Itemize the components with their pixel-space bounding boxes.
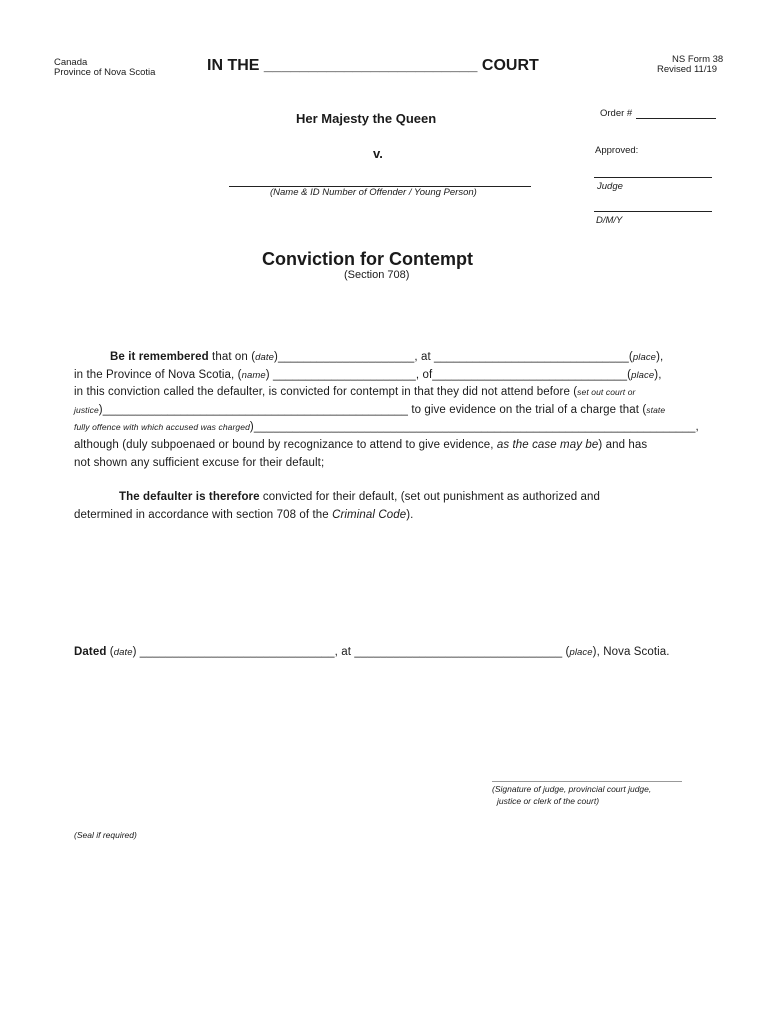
body-line-7: not shown any sufficient excuse for their default; — [74, 457, 325, 469]
body-line-2 — [74, 369, 662, 381]
date-hint: date — [113, 647, 133, 658]
place-hint: place — [631, 370, 655, 381]
court-line: IN THE ________________________ COURT — [207, 57, 539, 74]
body-text: ). — [406, 509, 414, 521]
body-line-5 — [74, 421, 699, 433]
body-text: convicted for their default, (set out punishment as authorized and — [259, 491, 601, 503]
body-text: )_______________________________________________ to give evidence on the trial of a charge that ( — [98, 404, 647, 416]
body-text: ) ______________________, of______________________________( — [265, 369, 632, 381]
order-number-line[interactable] — [636, 118, 716, 119]
judge-signature-line[interactable] — [594, 177, 712, 178]
date-hint: date — [255, 352, 275, 363]
approval-date-label: D/M/Y — [596, 215, 623, 226]
body-line-1 — [110, 351, 663, 363]
place-hint: place — [632, 352, 657, 363]
body-text: )____________________________________________________________________, — [249, 421, 699, 433]
court-hint: set out court or — [577, 387, 636, 397]
order-label: Order # — [600, 108, 633, 119]
versus-label: v. — [373, 146, 383, 161]
criminal-code: Criminal Code — [332, 509, 407, 521]
body-line-4 — [74, 404, 665, 416]
document-title: Conviction for Contempt — [262, 249, 473, 269]
body-text: in the Province of Nova Scotia, ( — [74, 369, 242, 381]
defaulter-therefore: The defaulter is therefore — [119, 491, 260, 503]
body-text: determined in accordance with section 708 of the — [74, 509, 333, 521]
state-hint: state — [646, 405, 666, 415]
body-line-3 — [74, 386, 635, 398]
signature-caption-1: (Signature of judge, provincial court judge, — [492, 784, 652, 794]
body-text: ) and has — [598, 439, 648, 451]
jurisdiction-province: Province of Nova Scotia — [54, 67, 156, 78]
form-number: NS Form 38 — [672, 54, 724, 65]
body-line-6 — [74, 439, 647, 451]
place-hint: place — [569, 647, 593, 658]
name-hint: name — [241, 370, 266, 381]
body-text: that on ( — [208, 351, 256, 363]
body-text: ( — [106, 646, 114, 658]
case-may-be: as the case may be — [496, 439, 599, 451]
dated-label: Dated — [74, 646, 107, 658]
signature-caption-2: justice or clerk of the court) — [497, 796, 600, 806]
offence-hint: fully offence with which accused was charged — [74, 422, 250, 432]
plaintiff-name: Her Majesty the Queen — [296, 111, 437, 126]
offender-caption: (Name & ID Number of Offender / Young Person) — [270, 187, 477, 198]
signature-line[interactable] — [492, 781, 682, 782]
jurisdiction-country: Canada — [54, 57, 88, 68]
body-text: ), Nova Scotia. — [592, 646, 670, 658]
judge-label: Judge — [597, 181, 623, 192]
body-text: ) ______________________________, at ________________________________ ( — [132, 646, 570, 658]
seal-caption: (Seal if required) — [74, 830, 137, 840]
body-text: ), — [656, 351, 664, 363]
section-reference: (Section 708) — [344, 269, 410, 281]
approved-label: Approved: — [595, 145, 639, 156]
justice-hint: justice — [74, 405, 99, 415]
approval-date-line[interactable] — [594, 211, 712, 212]
body-text: )_____________________, at ______________________________( — [274, 351, 633, 363]
body-text: although (duly subpoenaed or bound by recognizance to attend to give evidence, — [74, 439, 497, 451]
dated-line — [74, 646, 670, 658]
be-it-remembered: Be it remembered — [110, 351, 209, 363]
body-text: ), — [654, 369, 662, 381]
body-line-8 — [119, 491, 600, 503]
body-line-9 — [74, 509, 413, 521]
revised-date: Revised 11/19 — [657, 64, 718, 75]
body-text: in this conviction called the defaulter, is convicted for contempt in that they did not attend before ( — [74, 386, 578, 398]
